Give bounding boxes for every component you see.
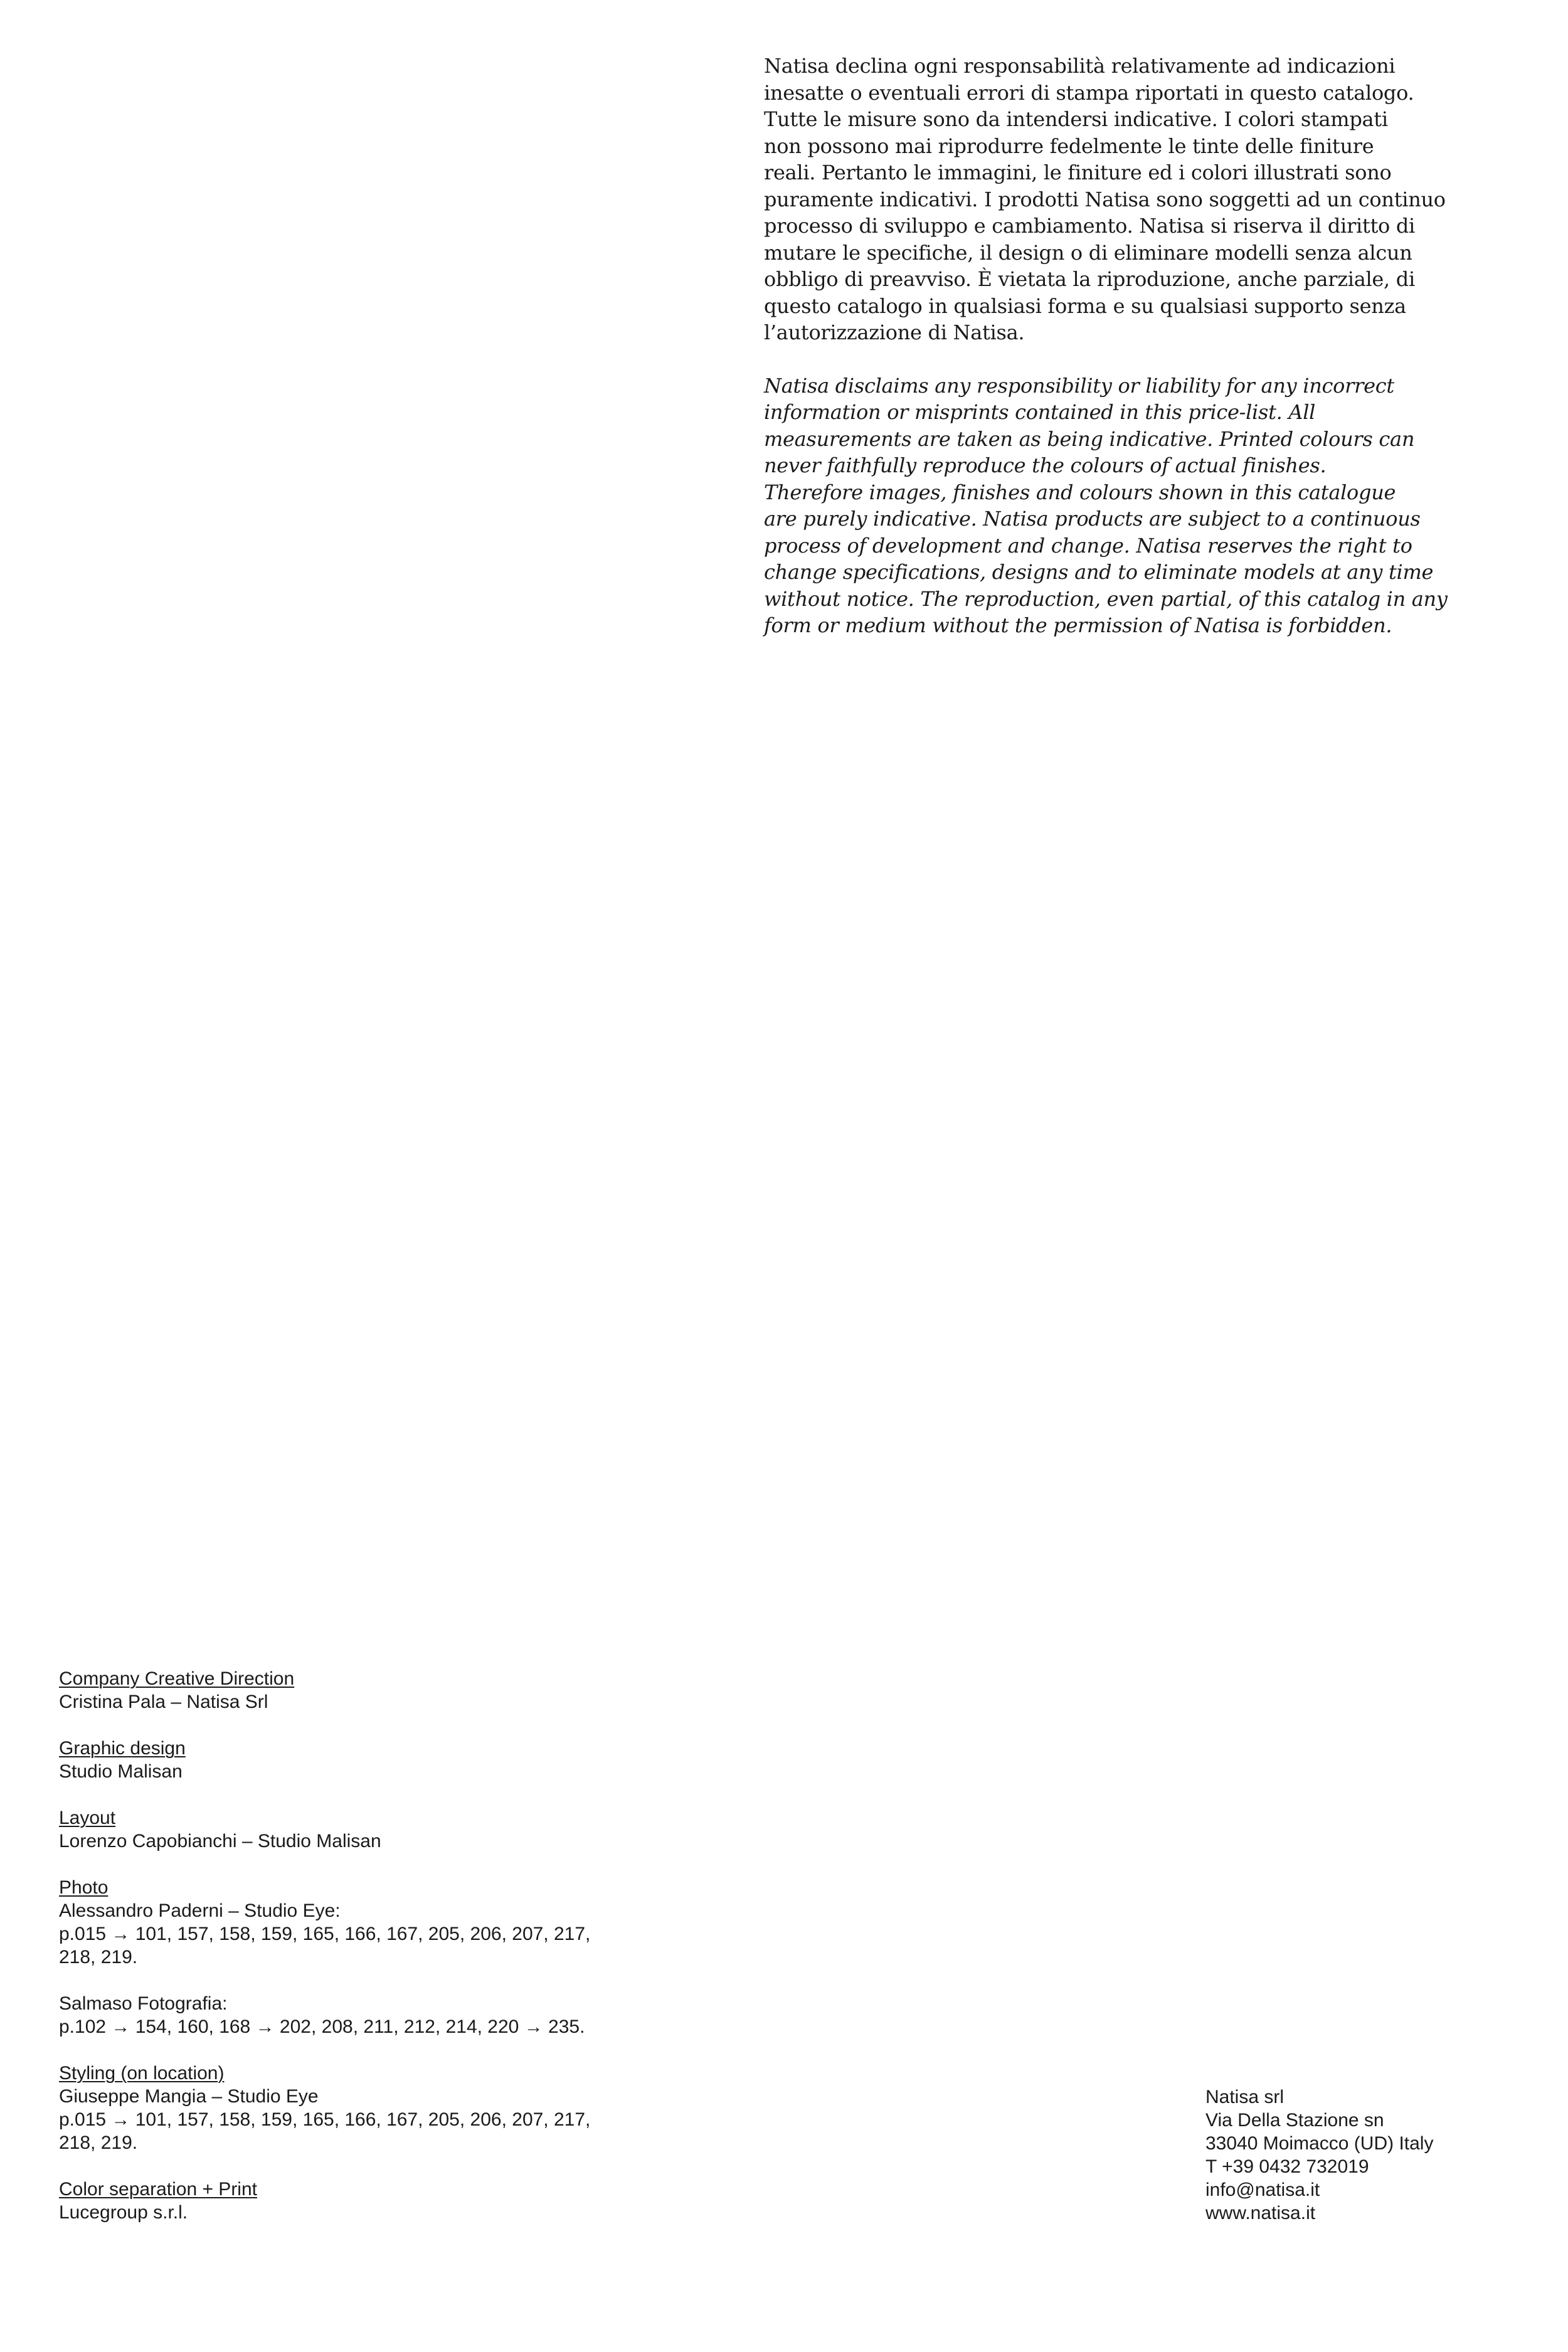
disclaimer-en-line: information or misprints contained in this price-list. All — [764, 400, 1316, 424]
disclaimer-italian — [764, 53, 1473, 346]
credit-line: Giuseppe Mangia – Studio Eye — [59, 2086, 319, 2107]
disclaimer-it-line: mutare le specifiche, il design o di eliminare modelli senza alcun — [764, 240, 1412, 265]
credit-print — [59, 2178, 686, 2224]
disclaimer-it-line: inesatte o eventuali errori di stampa riportati in questo catalogo. — [764, 80, 1414, 105]
disclaimer-it-line: questo catalogo in qualsiasi forma e su qualsiasi supporto senza — [764, 294, 1406, 318]
disclaimer-en-line: are purely indicative. Natisa products are subject to a continuous — [764, 507, 1421, 531]
disclaimer-en-line: form or medium without the permission of Natisa is forbidden. — [764, 613, 1392, 637]
disclaimer-en-line: measurements are taken as being indicative. Printed colours can — [764, 426, 1415, 451]
address-phone: T +39 0432 732019 — [1205, 2156, 1369, 2177]
credit-line: p.102 → 154, 160, 168 → 202, 208, 211, 212, 214, 220 → 235. — [59, 2016, 585, 2037]
credit-heading: Graphic design — [59, 1738, 186, 1759]
disclaimer-it-line: reali. Pertanto le immagini, le finiture ed i colori illustrati sono — [764, 161, 1392, 184]
credit-layout — [59, 1806, 686, 1853]
credit-line: p.015 → 101, 157, 158, 159, 165, 166, 167, 205, 206, 207, 217, — [59, 2109, 591, 2130]
credit-styling — [59, 2062, 686, 2154]
credit-line: Salmaso Fotografia: — [59, 1993, 228, 2014]
address-street: Via Della Stazione sn — [1205, 2110, 1384, 2131]
disclaimer-it-line: l’autorizzazione di Natisa. — [764, 320, 1025, 344]
disclaimer-it-line: obbligo di preavviso. È vietata la riproduzione, anche parziale, di — [764, 267, 1415, 291]
credit-line: p.015 → 101, 157, 158, 159, 165, 166, 167, 205, 206, 207, 217, — [59, 1924, 591, 1944]
disclaimer-en-line: never faithfully reproduce the colours of actual finishes. — [764, 453, 1327, 477]
credit-photo — [59, 1876, 686, 2038]
credit-line: 218, 219. — [59, 2132, 138, 2153]
disclaimer-en-line: Therefore images, finishes and colours shown in this catalogue — [764, 480, 1396, 504]
credit-line: 218, 219. — [59, 1947, 138, 1968]
disclaimer-en-line: without notice. The reproduction, even partial, of this catalog in any — [764, 586, 1448, 611]
credits — [59, 1667, 686, 2247]
disclaimer-en-line: Natisa disclaims any responsibility or liability for any incorrect — [764, 373, 1394, 398]
company-address — [1205, 2085, 1519, 2225]
disclaimer-english — [764, 373, 1473, 639]
disclaimer-it-line: Natisa declina ogni responsabilità relativamente ad indicazioni — [764, 54, 1396, 78]
disclaimer-it-line: processo di sviluppo e cambiamento. Natisa si riserva il diritto di — [764, 214, 1415, 238]
address-website: www.natisa.it — [1205, 2203, 1316, 2223]
company-name: Natisa srl — [1205, 2087, 1285, 2107]
credit-heading: Layout — [59, 1808, 116, 1828]
credit-line: Studio Malisan — [59, 1761, 183, 1782]
credit-heading: Photo — [59, 1877, 109, 1898]
address-email: info@natisa.it — [1205, 2180, 1320, 2200]
credit-heading: Styling (on location) — [59, 2063, 225, 2084]
disclaimer-it-line: puramente indicativi. I prodotti Natisa sono soggetti ad un continuo — [764, 187, 1446, 211]
credit-line: Lucegroup s.r.l. — [59, 2202, 188, 2223]
credit-creative-direction — [59, 1667, 686, 1714]
disclaimer — [764, 53, 1473, 639]
credit-graphic-design — [59, 1737, 686, 1783]
disclaimer-en-line: process of development and change. Natisa reserves the right to — [764, 533, 1412, 558]
credit-line: Cristina Pala – Natisa Srl — [59, 1692, 268, 1712]
disclaimer-it-line: Tutte le misure sono da intendersi indicative. I colori stampati — [764, 107, 1388, 131]
address-city: 33040 Moimacco (UD) Italy — [1205, 2133, 1434, 2154]
disclaimer-it-line: non possono mai riprodurre fedelmente le tinte delle finiture — [764, 134, 1374, 158]
disclaimer-en-line: change specifications, designs and to eliminate models at any time — [764, 560, 1434, 584]
credit-line: Lorenzo Capobianchi – Studio Malisan — [59, 1831, 381, 1851]
credit-heading: Color separation + Print — [59, 2179, 257, 2200]
credit-heading: Company Creative Direction — [59, 1668, 295, 1689]
credit-line: Alessandro Paderni – Studio Eye: — [59, 1900, 341, 1921]
